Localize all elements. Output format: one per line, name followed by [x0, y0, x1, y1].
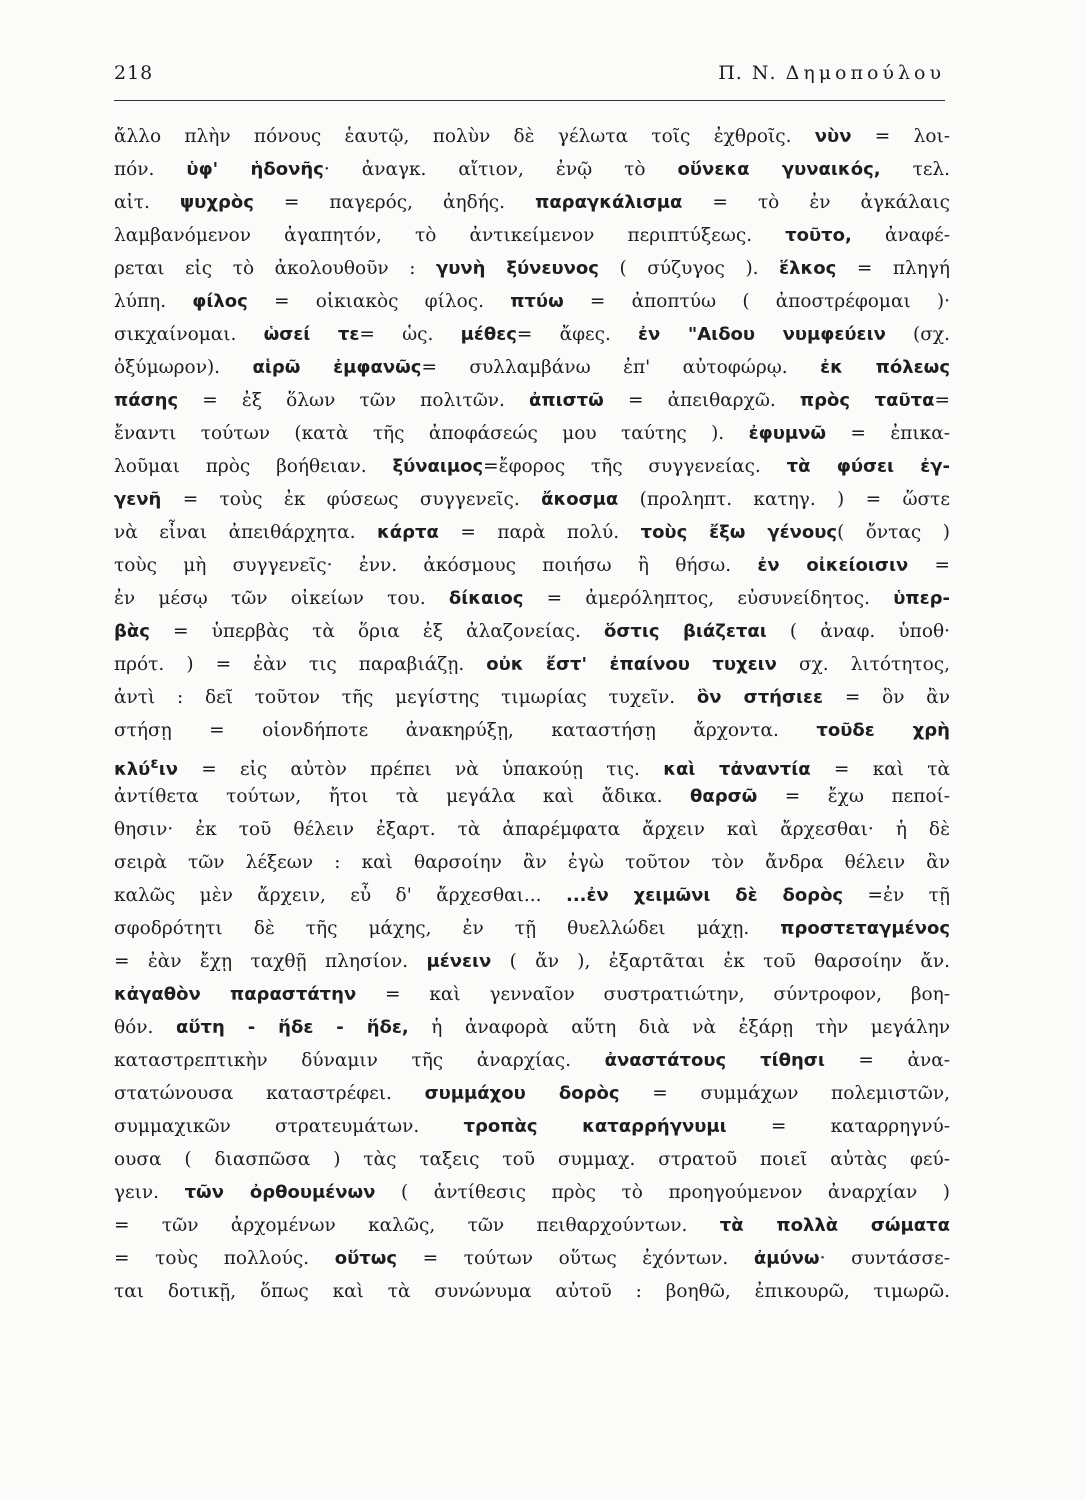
- gloss-text: =ἐν τῇ: [843, 885, 950, 906]
- gloss-text: = λοι-: [851, 126, 950, 147]
- gloss-text: ἀναφέ-: [851, 225, 950, 246]
- headword: ὃν στήσιεε: [696, 687, 824, 708]
- headword: δίκαιος: [448, 588, 524, 609]
- gloss-text: ἀντὶ : δεῖ τοῦτον τῆς μεγίστης τιμωρίας τυχεῖν.: [114, 687, 697, 708]
- gloss-text: = συλλαμβάνω ἐπ' αὐτοφώρῳ.: [421, 357, 821, 378]
- headword: οὕτως: [334, 1248, 398, 1269]
- gloss-text: =ἔφορος τῆς συγγενείας.: [483, 456, 787, 477]
- headword: ὑπερ-: [893, 588, 950, 609]
- gloss-text: στήσῃ = οἱονδήποτε ἀνακηρύξῃ, καταστήσῃ ἄρχοντα.: [114, 720, 817, 741]
- headword: μέθες: [460, 324, 517, 345]
- gloss-text: ἡ ἀναφορὰ αὕτη διὰ νὰ ἐξάρῃ τὴν μεγάλην: [408, 1017, 950, 1038]
- text-line: [114, 1176, 950, 1209]
- text-line: [114, 780, 950, 813]
- gloss-text: = ἔχω πεποί-: [757, 786, 950, 807]
- gloss-text: ( ἄν ), ἐξαρτᾶται ἐκ τοῦ θαρσοίην ἄν.: [491, 951, 950, 972]
- text-line: [114, 549, 950, 582]
- gloss-text: θησιν· ἐκ τοῦ θέλειν ἐξαρτ. τὰ ἀπαρέμφατα ἄρχειν καὶ ἄρχεσθαι· ἡ δὲ: [114, 819, 950, 840]
- headword: ὡσεί τε: [263, 324, 360, 345]
- gloss-text: πρότ. ) = ἐὰν τις παραβιάζῃ.: [114, 654, 487, 675]
- gloss-text: λαμβανόμενον ἀγαπητόν, τὸ ἀντικείμενον περιπτύξεως.: [114, 225, 786, 246]
- text-line: [114, 1110, 950, 1143]
- headword: τροπὰς καταρρήγνυμι: [463, 1116, 727, 1137]
- headword: νὺν: [814, 126, 852, 147]
- headword: ὑφ' ἡδονῆς: [186, 159, 324, 180]
- headword: αὕτη - ἥδε - ἥδε,: [175, 1017, 409, 1038]
- gloss-text: ται δοτικῇ, ὅπως καὶ τὰ συνώνυμα αὐτοῦ : βοηθῶ, ἐπικουρῶ, τιμωρῶ.: [114, 1281, 950, 1302]
- text-line: [114, 1275, 950, 1308]
- text-line: [114, 1044, 950, 1077]
- gloss-text: θόν.: [114, 1017, 176, 1038]
- headword: ἐν "Αιδου νυμφεύειν: [638, 324, 886, 345]
- gloss-text: = ὡς.: [359, 324, 461, 345]
- text-line: [114, 120, 950, 153]
- gloss-text: = ἄφες.: [516, 324, 639, 345]
- gloss-text: = παγερός, ἀηδής.: [253, 192, 536, 213]
- gloss-text: καλῶς μὲν ἄρχειν, εὖ δ' ἄρχεσθαι...: [114, 885, 566, 906]
- text-line: [114, 747, 950, 780]
- gloss-text: σικχαίνομαι.: [114, 324, 264, 345]
- gloss-text: · ἀναγκ. αἴτιον, ἐνῷ τὸ: [323, 159, 678, 180]
- headword: ...ἐν χειμῶνι δὲ δορὸς: [565, 885, 844, 906]
- text-line: [114, 813, 950, 846]
- gloss-text: ουσα ( διασπῶσα ) τὰς ταξεις τοῦ συμμαχ. στρατοῦ ποιεῖ αὐτὰς φεύ-: [114, 1149, 950, 1170]
- text-line: [114, 318, 950, 351]
- headword: βὰς: [114, 621, 150, 642]
- headword: τοῦδε χρὴ: [816, 720, 950, 741]
- gloss-text: = τοὺς ἐκ φύσεως συγγενεῖς.: [161, 489, 542, 510]
- gloss-text: νὰ εἶναι ἀπειθάρχητα.: [114, 522, 377, 543]
- author-surname: Δημοπούλου: [785, 62, 945, 84]
- author-initials: Π. Ν.: [718, 62, 777, 84]
- headword: φίλος: [192, 291, 248, 312]
- gloss-text: = παρὰ πολύ.: [438, 522, 641, 543]
- gloss-text: ρεται εἰς τὸ ἀκολουθοῦν :: [114, 258, 436, 279]
- gloss-text: ὀξύμωρον).: [114, 357, 253, 378]
- text-line: [114, 351, 950, 384]
- headword: κλύ$^\varepsilon$ιν: [114, 754, 178, 780]
- headword: συμμάχου δορὸς: [424, 1083, 620, 1104]
- text-line: [114, 582, 950, 615]
- gloss-text: ( ὄντας ): [837, 522, 950, 543]
- gloss-text: γειν.: [114, 1182, 185, 1203]
- text-line: [114, 186, 950, 219]
- commentary-text: [114, 120, 950, 1308]
- gloss-text: = καὶ γενναῖον συστρατιώτην, σύντροφον, βοη-: [356, 984, 950, 1005]
- gloss-text: σφοδρότητι δὲ τῆς μάχης, ἐν τῇ θυελλώδει μάχῃ.: [114, 918, 781, 939]
- gloss-text: (σχ.: [885, 324, 950, 345]
- text-line: [114, 714, 950, 747]
- gloss-text: ἄλλο πλὴν πόνους ἑαυτῷ, πολὺν δὲ γέλωτα τοῖς ἐχθροῖς.: [114, 126, 815, 147]
- text-line: [114, 945, 950, 978]
- headword: γυνὴ ξύνευνος: [435, 258, 599, 279]
- gloss-text: = ἀμερόληπτος, εὐσυνείδητος.: [523, 588, 894, 609]
- headword: ψυχρὸς: [179, 192, 254, 213]
- headword: πτύω: [510, 291, 564, 312]
- text-line: [114, 417, 950, 450]
- gloss-text: = τὸ ἐν ἀγκάλαις: [682, 192, 950, 213]
- text-line: [114, 285, 950, 318]
- headword: ὅστις βιάζεται: [603, 621, 767, 642]
- gloss-text: λοῦμαι πρὸς βοήθειαν.: [114, 456, 393, 477]
- gloss-text: αἰτ.: [114, 192, 180, 213]
- text-line: [114, 450, 950, 483]
- gloss-text: = ἐξ ὅλων τῶν πολιτῶν.: [178, 390, 530, 411]
- gloss-text: ( ἀναφ. ὑποθ·: [766, 621, 950, 642]
- text-line: [114, 219, 950, 252]
- text-line: [114, 1143, 950, 1176]
- gloss-text: = τοὺς πολλούς.: [114, 1248, 335, 1269]
- gloss-text: = ἀπειθαρχῶ.: [603, 390, 800, 411]
- gloss-text: (προληπτ. κατηγ. ) = ὥστε: [618, 489, 950, 510]
- gloss-text: ( σύζυγος ).: [598, 258, 780, 279]
- gloss-text: σειρὰ τῶν λέξεων : καὶ θαρσοίην ἂν ἐγὼ τοῦτον τὸν ἄνδρα θέλειν ἂν: [114, 852, 950, 873]
- headword: τὰ πολλὰ σώματα: [719, 1215, 950, 1236]
- gloss-text: ἀντίθετα τούτων, ἤτοι τὰ μεγάλα καὶ ἄδικα.: [114, 786, 691, 807]
- text-line: [114, 912, 950, 945]
- headword: παραγκάλισμα: [535, 192, 683, 213]
- text-line: [114, 1011, 950, 1044]
- headword: αἱρῶ ἐμφανῶς: [252, 357, 422, 378]
- gloss-text: = τούτων οὕτως ἐχόντων.: [397, 1248, 754, 1269]
- text-line: [114, 483, 950, 516]
- gloss-text: · συντάσσε-: [819, 1248, 951, 1269]
- running-head: [718, 62, 945, 84]
- gloss-text: ἐν μέσῳ τῶν οἰκείων του.: [114, 588, 449, 609]
- text-line: [114, 1077, 950, 1110]
- gloss-text: = συμμάχων πολεμιστῶν,: [619, 1083, 950, 1104]
- text-line: [114, 1242, 950, 1275]
- text-line: [114, 1209, 950, 1242]
- headword: ἐφυμνῶ: [748, 423, 827, 444]
- gloss-text: πόν.: [114, 159, 187, 180]
- text-line: [114, 879, 950, 912]
- text-line: [114, 846, 950, 879]
- headword: μένειν: [426, 951, 492, 972]
- headword: οὕνεκα γυναικός,: [677, 159, 881, 180]
- text-line: [114, 252, 950, 285]
- gloss-text: =: [908, 555, 951, 576]
- headword: πάσης: [114, 390, 179, 411]
- gloss-text: = ἐπικα-: [826, 423, 950, 444]
- gloss-text: τελ.: [880, 159, 951, 180]
- gloss-text: λύπη.: [114, 291, 193, 312]
- gloss-text: ( ἀντίθεσις πρὸς τὸ προηγούμενον ἀναρχίαν ): [375, 1182, 950, 1203]
- gloss-text: καταστρεπτικὴν δύναμιν τῆς ἀναρχίας.: [114, 1050, 605, 1071]
- text-line: [114, 153, 950, 186]
- headword: γενῆ: [114, 489, 162, 510]
- header-rule: [114, 100, 945, 101]
- headword: ἄκοσμα: [541, 489, 619, 510]
- gloss-text: = ὃν ἂν: [823, 687, 950, 708]
- gloss-text: = καταρρηγνύ-: [726, 1116, 951, 1137]
- headword: προστεταγμένος: [780, 918, 950, 939]
- gloss-text: = τῶν ἀρχομένων καλῶς, τῶν πειθαρχούντων.: [114, 1215, 720, 1236]
- headword: ἀναστάτους τίθησι: [604, 1050, 825, 1071]
- headword: ἕλκος: [779, 258, 837, 279]
- text-line: [114, 681, 950, 714]
- headword: ἀμύνω: [753, 1248, 820, 1269]
- headword: ξύναιμος: [392, 456, 484, 477]
- gloss-text: = εἰς αὐτὸν πρέπει νὰ ὑπακούῃ τις.: [177, 759, 664, 780]
- gloss-text: =: [934, 390, 950, 411]
- headword: θαρσῶ: [690, 786, 758, 807]
- gloss-text: = οἰκιακὸς φίλος.: [247, 291, 511, 312]
- gloss-text: = καὶ τὰ: [810, 759, 950, 780]
- gloss-text: σχ. λιτότητος,: [776, 654, 950, 675]
- text-line: [114, 384, 950, 417]
- gloss-text: = ἐὰν ἔχῃ ταχθῇ πλησίον.: [114, 951, 427, 972]
- gloss-text: στατώνουσα καταστρέφει.: [114, 1083, 425, 1104]
- headword: καὶ τἀναντία: [663, 759, 811, 780]
- headword: ἀπιστῶ: [529, 390, 604, 411]
- page-header: [114, 62, 945, 96]
- headword: ἐκ πόλεως: [820, 357, 951, 378]
- gloss-text: συμμαχικῶν στρατευμάτων.: [114, 1116, 464, 1137]
- headword: τῶν ὀρθουμένων: [184, 1182, 376, 1203]
- headword: τοῦτο,: [785, 225, 852, 246]
- headword: πρὸς ταῦτα: [799, 390, 935, 411]
- gloss-text: τοὺς μὴ συγγενεῖς· ἐνν. ἀκόσμους ποιήσω ἢ θήσω.: [114, 555, 758, 576]
- gloss-text: = ἀποπτύω ( ἀποστρέφομαι )·: [563, 291, 950, 312]
- headword: κάρτα: [376, 522, 439, 543]
- text-line: [114, 615, 950, 648]
- text-line: [114, 648, 950, 681]
- text-line: [114, 516, 950, 549]
- gloss-text: ἔναντι τούτων (κατὰ τῆς ἀποφάσεώς μου ταύτης ).: [114, 423, 749, 444]
- headword: τοὺς ἔξω γένους: [640, 522, 838, 543]
- headword: τὰ φύσει ἐγ-: [786, 456, 950, 477]
- headword: οὐκ ἔστ' ἐπαίνου τυχειν: [486, 654, 777, 675]
- headword: ἐν οἰκείοισιν: [757, 555, 909, 576]
- gloss-text: = ὑπερβὰς τὰ ὅρια ἐξ ἀλαζονείας.: [149, 621, 604, 642]
- text-line: [114, 978, 950, 1011]
- gloss-text: = πληγή: [836, 258, 950, 279]
- headword: κἀγαθὸν παραστάτην: [114, 984, 357, 1005]
- page-number: 218: [114, 62, 154, 84]
- gloss-text: = ἀνα-: [824, 1050, 950, 1071]
